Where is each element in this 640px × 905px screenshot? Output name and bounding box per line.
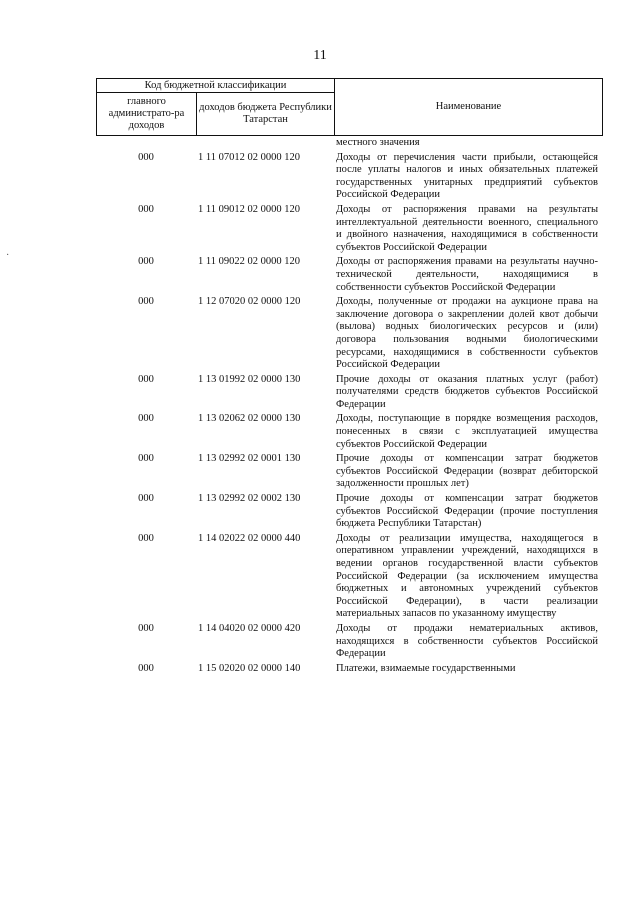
table-row: [96, 152, 602, 202]
name-cell: Доходы от продажи нематериальных активов, находящихся в собственности субъектов Российской Федерации: [336, 622, 598, 660]
table-row: [96, 623, 602, 661]
income-code-cell: 1 12 07020 02 0000 120: [198, 296, 301, 308]
name-cell: Доходы, полученные от продажи на аукционе права на заключение договора о закреплении долей квот добычи (вылова) водных биологических ресурсов и (или) договора пользования водными биологическими ресурсами, находящимися в собственности субъектов Российской Федерации: [336, 296, 598, 371]
name-cell: Прочие доходы от компенсации затрат бюджетов субъектов Российской Федерации (возврат дебиторской задолженности прошлых лет): [336, 453, 598, 490]
income-code-cell: 1 13 01992 02 0000 130: [198, 373, 301, 385]
table-row: [96, 137, 602, 150]
header-income-code-column: доходов бюджета Республики Татарстан: [197, 93, 335, 136]
income-code-cell: 1 13 02992 02 0001 130: [198, 453, 301, 465]
name-cell: Прочие доходы от компенсации затрат бюджетов субъектов Российской Федерации (прочие поступления бюджета Республики Татарстан): [336, 493, 598, 530]
admin-code-cell: 000: [138, 622, 154, 634]
admin-code-cell: 000: [138, 532, 154, 544]
table-row: [96, 204, 602, 254]
income-code-cell: 1 11 09022 02 0000 120: [198, 256, 300, 268]
income-code-cell: 1 15 02020 02 0000 140: [198, 662, 301, 674]
table-row: [96, 296, 602, 372]
table-row: [96, 453, 602, 491]
header-name-column: Наименование: [335, 79, 603, 136]
name-cell: Доходы от распоряжения правами на результаты научно-технической деятельности, находящимися в собственности субъектов Российской Федерации: [336, 256, 598, 293]
admin-code-cell: 000: [138, 203, 154, 215]
admin-code-cell: 000: [138, 413, 154, 425]
table-header: [96, 78, 603, 136]
admin-code-cell: 000: [138, 662, 154, 674]
header-main-administrator-column: главного администрато-ра доходов: [97, 93, 197, 136]
name-cell: Доходы от распоряжения правами на результаты интеллектуальной деятельности военного, специального и двойного назначения, находящимися в собственности субъектов Российской Федерации: [336, 203, 598, 253]
name-cell: Платежи, взимаемые государственными: [336, 662, 516, 674]
admin-code-cell: 000: [138, 373, 154, 385]
margin-mark: ·: [6, 250, 10, 261]
admin-code-cell: 000: [138, 296, 154, 308]
table-body: [96, 137, 602, 675]
income-code-cell: 1 13 02062 02 0000 130: [198, 413, 301, 425]
income-code-cell: 1 13 02992 02 0002 130: [198, 493, 301, 505]
table-row: [96, 533, 602, 621]
name-cell: местного значения: [336, 137, 420, 148]
page-number: 11: [313, 48, 327, 63]
admin-code-cell: 000: [138, 151, 154, 163]
header-budget-classification-code: Код бюджетной классификации: [97, 79, 335, 93]
admin-code-cell: 000: [138, 256, 154, 268]
admin-code-cell: 000: [138, 493, 154, 505]
name-cell: Доходы от реализации имущества, находящегося в оперативном управлении учреждений, находящихся в ведении органов государственной власти субъектов Российской Федерации (за исключением имущества бюджетных и автономных учреждений субъектов Российской Федерации), в части реализации материальных запасов по указанному имуществу: [336, 532, 598, 620]
income-code-cell: 1 11 07012 02 0000 120: [198, 151, 300, 163]
admin-code-cell: 000: [138, 453, 154, 465]
table-row: [96, 256, 602, 294]
income-code-cell: 1 14 04020 02 0000 420: [198, 622, 301, 634]
classification-table: [96, 78, 602, 675]
name-cell: Доходы от перечисления части прибыли, остающейся после уплаты налогов и иных обязательных платежей государственных унитарных предприятий субъектов Российской Федерации: [336, 151, 598, 201]
name-cell: Доходы, поступающие в порядке возмещения расходов, понесенных в связи с эксплуатацией имущества субъектов Российской Федерации: [336, 413, 598, 450]
table-row: [96, 374, 602, 412]
table-row: [96, 663, 602, 676]
name-cell: Прочие доходы от оказания платных услуг (работ) получателями средств бюджетов субъектов Российской Федерации: [336, 373, 598, 410]
income-code-cell: 1 11 09012 02 0000 120: [198, 203, 300, 215]
income-code-cell: 1 14 02022 02 0000 440: [198, 532, 301, 544]
table-row: [96, 413, 602, 451]
table-row: [96, 493, 602, 531]
